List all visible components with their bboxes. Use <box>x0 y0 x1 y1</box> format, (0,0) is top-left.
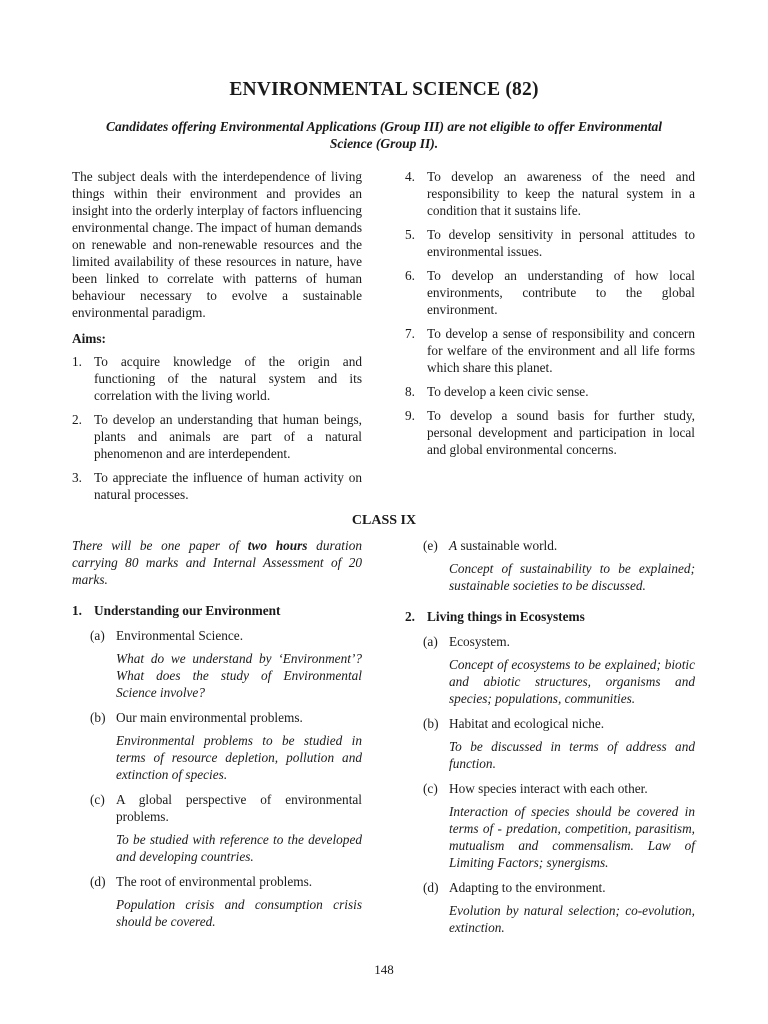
sub-topic: (e) A sustainable world. <box>423 538 558 553</box>
list-item: 8. To develop a keen civic sense. <box>405 384 589 399</box>
sub-topic: (b) Habitat and ecological niche. <box>423 716 605 731</box>
sub-topic: (c) How species interact with each other. <box>423 781 648 796</box>
sub-topic-description: Evolution by natural selection; co-evolution, extinction. <box>449 903 695 935</box>
sub-topic: (a) Ecosystem. <box>423 634 510 649</box>
syllabus-right-column <box>405 537 695 944</box>
topic-heading: 1. Understanding our Environment <box>72 603 281 618</box>
list-item: 5. To develop sensitivity in personal attitudes to environmental issues. <box>405 227 695 259</box>
sub-topic: (a) Environmental Science. <box>90 628 244 643</box>
eligibility-note: Candidates offering Environmental Applications (Group III) are not eligible to offer Environmental Science (Group II). <box>106 119 662 151</box>
sub-topic: (c) A global perspective of environmental problems. <box>90 792 362 824</box>
sub-topic-description: Interaction of species should be covered in terms of - predation, competition, parasitism, mutualism and commensalism. Law of Limiting Factors; synergisms. <box>449 804 695 870</box>
sub-topic-description: Concept of sustainability to be explained; sustainable societies to be discussed. <box>449 561 695 593</box>
sub-topic: (d) Adapting to the environment. <box>423 880 606 895</box>
syllabus-left-column <box>72 537 362 938</box>
paper-note: There will be one paper of two hours duration carrying 80 marks and Internal Assessment of 20 marks. <box>72 538 362 587</box>
list-item: 6. To develop an understanding of how local environments, contribute to the global environment. <box>405 268 695 317</box>
sub-topic-description: Environmental problems to be studied in terms of resource depletion, pollution and extinction of species. <box>116 733 362 782</box>
sub-topic-description: To be discussed in terms of address and function. <box>449 739 695 771</box>
list-item: 7. To develop a sense of responsibility and concern for welfare of the environment and all life forms which share this planet. <box>405 326 695 375</box>
page-number: 148 <box>374 962 394 977</box>
sub-topic-description: Population crisis and consumption crisis should be covered. <box>116 897 362 929</box>
list-item: 2. To develop an understanding that human beings, plants and animals are part of a natural phenomenon and are interdependent. <box>72 412 362 461</box>
sub-topic-description: What do we understand by ‘Environment’? What does the study of Environmental Science involve? <box>116 651 362 700</box>
class-heading: CLASS IX <box>351 513 417 528</box>
aims-heading: Aims: <box>72 331 106 346</box>
page-title: ENVIRONMENTAL SCIENCE (82) <box>229 79 539 100</box>
aims-column <box>405 168 695 465</box>
sub-topic: (d) The root of environmental problems. <box>90 874 313 889</box>
list-item: 1. To acquire knowledge of the origin and functioning of the natural system and its correlation with the living world. <box>72 354 362 403</box>
sub-topic: (b) Our main environmental problems. <box>90 710 303 725</box>
intro-column <box>72 168 362 510</box>
topic-heading: 2. Living things in Ecosystems <box>405 609 585 624</box>
sub-topic-description: Concept of ecosystems to be explained; biotic and abiotic structures, organisms and species; populations, communities. <box>449 657 695 706</box>
list-item: 4. To develop an awareness of the need and responsibility to keep the natural system in a condition that it sustains life. <box>405 169 695 218</box>
intro-paragraph: The subject deals with the interdependence of living things within their environment and provides an insight into the orderly interplay of factors influencing environmental change. The impact of human demands on renewable and non-renewable resources and the limited availability of these resources in nature, have been linked to correlate with patterns of human behaviour necessary to evolve a sustainable environmental paradigm. <box>72 169 362 320</box>
sub-topic-description: To be studied with reference to the developed and developing countries. <box>116 832 362 864</box>
list-item: 3. To appreciate the influence of human activity on natural processes. <box>72 470 362 502</box>
list-item: 9. To develop a sound basis for further study, personal development and participation in local and global environmental concerns. <box>405 408 695 457</box>
